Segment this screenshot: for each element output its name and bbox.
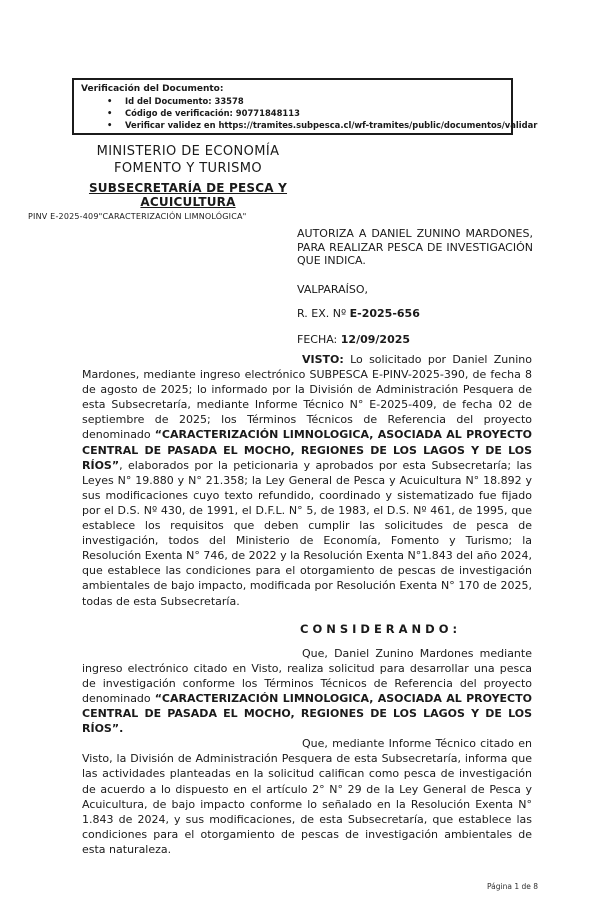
verification-item-code: • Código de verificación: 90771848113 bbox=[81, 107, 507, 119]
visto-paragraph bbox=[82, 352, 532, 609]
visto-text-1: Lo solicitado por Daniel Zunino Mardones, mediante ingreso electrónico SUBPESCA E-PINV-2025-390, de fecha 8 de agosto de 2025; lo informado por la División de Administración Pesquera de esta Subsecretaría, mediante Informe Técnico N° E-2025-409, de fecha 02 de septiembre de 2025; los Términos Técnicos de Referencia del proyecto denominado bbox=[82, 353, 532, 442]
ministry-name-line1: MINISTERIO DE ECONOMÍA bbox=[96, 144, 280, 159]
city-line: VALPARAÍSO, bbox=[297, 282, 369, 296]
considerando-paragraph-2: Que, mediante Informe Técnico citado en Visto, la División de Administración Pesquera de esta Subsecretaría, informa que las actividades planteadas en la solicitud califican como pesca de investigación de acuerdo a lo dispuesto en el artículo 2° N° 29 de la Ley General de Pesca y Acuicultura, de bajo impacto conforme lo señalado en la Resolución Exenta N° 1.843 de 2024, y sus modificaciones, de esta Subsecretaría, que establece las condiciones para el otorgamiento de pescas de investigación ambientales de esta naturaleza. bbox=[82, 737, 532, 856]
page-number: Página 1 de 8 bbox=[486, 882, 538, 891]
visto-text-2: , elaborados por la peticionaria y aprobados por esta Subsecretaría; las Leyes N° 19.880 y N° 21.358; la Ley General de Pesca y Acuicultura N° 18.892 y sus modificaciones cuyo texto refundido, coordinado y sistematizado fue fijado por el D.S. Nº 430, de 1991, el D.F.L. N° 5, de 1983, el D.S. Nº 461, de 1995, que establece los requisitos que deben cumplir las solicitudes de pesca de investigación, todos del Ministerio de Economía, Fomento y Turismo; la Resolución Exenta N° 746, de 2022 y la Resolución Exenta N°1.843 del año 2024, que establece las condiciones para el otorgamiento de pescas de investigación ambientales de bajo impacto, modificada por Resolución Exenta N° 170 de 2025, todas de esta Subsecretaría. bbox=[82, 458, 532, 608]
date-line bbox=[297, 333, 533, 347]
resolution-number-line bbox=[297, 307, 533, 321]
visto-label: VISTO: bbox=[302, 353, 344, 366]
considerando-1-project-title: “CARACTERIZACIÓN LIMNOLOGICA, ASOCIADA AL PROYECTO CENTRAL DE PASADA EL MOCHO, REGIONES DE LOS LAGOS Y DE LOS RÍOS”. bbox=[82, 691, 532, 736]
ministry-name-line2: FOMENTO Y TURISMO bbox=[113, 161, 263, 176]
resolution-title-block bbox=[297, 227, 533, 346]
verification-item-url: • Verificar validez en https://tramites.subpesca.cl/wf-tramites/public/documentos/validar bbox=[81, 119, 507, 131]
date-label: FECHA: bbox=[297, 332, 341, 346]
subsecretaria-title bbox=[28, 181, 348, 209]
letterhead bbox=[28, 143, 348, 209]
subsecretaria-line2: ACUICULTURA bbox=[140, 195, 236, 209]
verification-title: Verificación del Documento: bbox=[81, 84, 224, 94]
resolution-subject: AUTORIZA A DANIEL ZUNINO MARDONES, PARA REALIZAR PESCA DE INVESTIGACIÓN QUE INDICA. bbox=[297, 227, 533, 267]
verification-item-document-id: • Id del Documento: 33578 bbox=[81, 95, 507, 107]
document-body bbox=[82, 352, 532, 857]
resolution-number-label: R. EX. Nº bbox=[297, 307, 350, 320]
considerando-paragraph-1 bbox=[82, 646, 532, 737]
project-reference: PINV E-2025-409"CARACTERIZACIÓN LIMNOLÓGICA" bbox=[28, 212, 247, 221]
subsecretaria-line1: SUBSECRETARÍA DE PESCA Y bbox=[88, 181, 288, 195]
date-value: 12/09/2025 bbox=[340, 332, 411, 346]
considerando-1-text: Que, Daniel Zunino Mardones mediante ingreso electrónico citado en Visto, realiza solicitud para desarrollar una pesca de investigación conforme los Términos Técnicos de Referencia del proyecto denominado bbox=[82, 646, 532, 705]
considerando-heading: CONSIDERANDO: bbox=[300, 621, 462, 636]
verification-box bbox=[72, 78, 538, 135]
resolution-number-value: E-2025-656 bbox=[349, 307, 420, 320]
visto-project-title: “CARACTERIZACIÓN LIMNOLOGICA, ASOCIADA AL PROYECTO CENTRAL DE PASADA EL MOCHO, REGIONES DE LOS LAGOS Y DE LOS RÍOS” bbox=[82, 428, 532, 472]
